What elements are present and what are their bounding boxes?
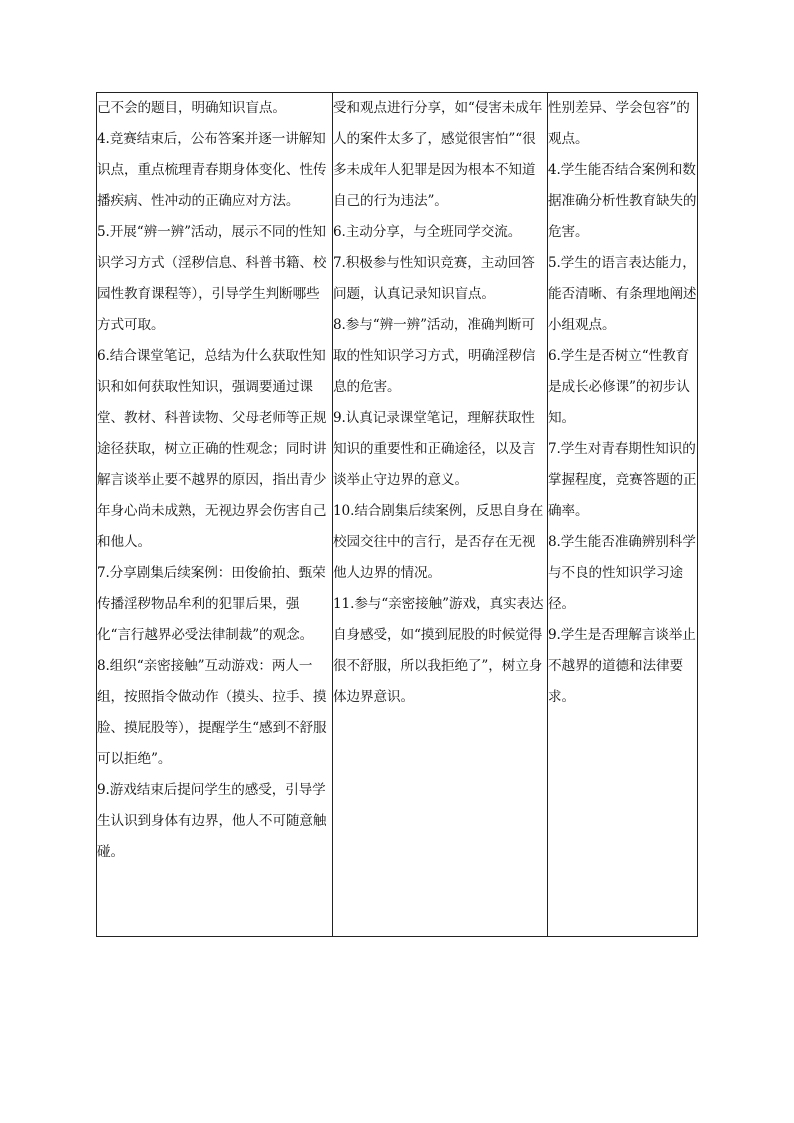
paragraph: 8.组织“亲密接触”互动游戏：两人一组，按照指令做动作（摸头、拉手、摸脸、摸屁股等），提醒学生“感到不舒服可以拒绝”。 — [97, 658, 327, 767]
paragraph: 10.结合剧集后续案例，反思自身在校园交往中的言行，是否存在无视他人边界的情况。 — [333, 503, 544, 581]
paragraph: 5.开展“辨一辨”活动，展示不同的性知识学习方式（淫秽信息、科普书籍、校园性教育课程等），引导学生判断哪些方式可取。 — [97, 224, 327, 333]
paragraph: 9.学生是否理解言谈举止不越界的道德和法律要求。 — [548, 627, 696, 705]
paragraph: 受和观点进行分享，如“侵害未成年人的案件太多了，感觉很害怕”“很多未成年人犯罪是因为根本不知道自己的行为违法”。 — [333, 100, 543, 209]
paragraph: 7.分享剧集后续案例：田俊偷拍、甄荣传播淫秽物品牟利的犯罪后果，强化“言行越界必受法律制裁”的观念。 — [97, 565, 326, 643]
paragraph: 6.结合课堂笔记，总结为什么获取性知识和如何获取性知识，强调要通过课堂、教材、科普读物、父母老师等正规途径获取，树立正确的性观念；同时讲解言谈举止要不越界的原因，指出青少年身心尚未成熟，无视边界会伤害自己和他人。 — [97, 348, 327, 550]
paragraph: 4.竞赛结束后，公布答案并逐一讲解知识点，重点梳理青春期身体变化、性传播疾病、性冲动的正确应对方法。 — [97, 131, 327, 209]
evaluation-cell — [548, 93, 698, 937]
table-row — [97, 93, 698, 937]
paragraph: 4.学生能否结合案例和数据准确分析性教育缺失的危害。 — [548, 162, 697, 240]
paragraph: 8.参与“辨一辨”活动，准确判断可取的性知识学习方式，明确淫秽信息的危害。 — [333, 317, 536, 395]
paragraph: 性别差异、学会包容”的观点。 — [548, 100, 690, 147]
paragraph: 6.学生是否树立“性教育是成长必修课”的初步认知。 — [548, 348, 690, 426]
teacher-activity-cell — [97, 93, 333, 937]
paragraph: 己不会的题目，明确知识盲点。 — [97, 100, 286, 116]
paragraph: 9.游戏结束后提问学生的感受，引导学生认识到身体有边界，他人不可随意触碰。 — [97, 782, 327, 860]
paragraph: 5.学生的语言表达能力，能否清晰、有条理地阐述小组观点。 — [548, 255, 697, 333]
paragraph: 9.认真记录课堂笔记，理解获取性知识的重要性和正确途径，以及言谈举止守边界的意义。 — [333, 410, 536, 488]
paragraph: 7.学生对青春期性知识的掌握程度，竞赛答题的正确率。 — [548, 441, 697, 519]
paragraph: 11.参与“亲密接触”游戏，真实表达自身感受，如“摸到屁股的时候觉得很不舒服，所以我拒绝了”，树立身体边界意识。 — [333, 596, 544, 705]
paragraph: 7.积极参与性知识竞赛，主动回答问题，认真记录知识盲点。 — [333, 255, 535, 302]
lesson-plan-table — [96, 92, 698, 937]
paragraph: 6.主动分享，与全班同学交流。 — [333, 224, 522, 240]
student-activity-cell — [333, 93, 548, 937]
paragraph: 8.学生能否准确辨别科学与不良的性知识学习途径。 — [548, 534, 696, 612]
